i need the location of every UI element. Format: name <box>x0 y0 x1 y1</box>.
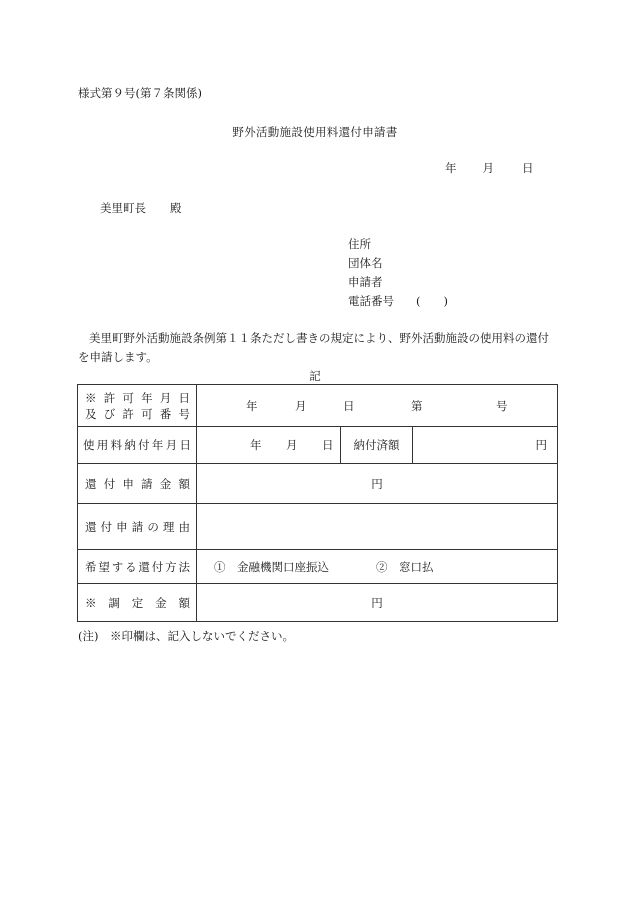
table-row-refund-method <box>78 550 558 584</box>
permission-label-line1: ※許可年月日 <box>85 390 190 405</box>
footnote: (注) ※印欄は、記入しないでください。 <box>78 629 294 643</box>
refund-amount-yen: 円 <box>371 476 383 491</box>
refund-method-label: 希望する還付方法 <box>78 550 197 584</box>
phone-line <box>348 292 448 311</box>
applicant-label: 申請者 <box>348 275 383 289</box>
date-month: 月 <box>482 161 494 175</box>
addressee <box>100 200 182 216</box>
table-row-assessed-amount <box>78 584 558 622</box>
refund-method-value-cell <box>197 550 558 584</box>
refund-amount-value-cell[interactable] <box>197 464 558 504</box>
table-row-permission <box>78 385 558 427</box>
permission-month: 月 <box>295 398 307 413</box>
refund-option-bank-transfer[interactable]: ① 金融機関口座振込 <box>214 559 329 574</box>
date-line <box>445 160 534 176</box>
addressee-name: 美里町長 <box>100 201 146 215</box>
group-name-label: 団体名 <box>348 256 383 270</box>
date-day: 日 <box>522 161 534 175</box>
payment-year: 年 <box>250 438 262 452</box>
phone-parens: ( ) <box>416 294 448 308</box>
permission-label-line2: 及び許可番号 <box>85 406 190 421</box>
permission-dai: 第 <box>411 398 423 413</box>
refund-reason-value-cell[interactable] <box>197 504 558 550</box>
refund-amount-label: 還付申請金額 <box>78 464 197 504</box>
paid-amount-label: 納付済額 <box>341 427 413 464</box>
payment-day: 日 <box>322 438 334 452</box>
assessed-amount-yen: 円 <box>371 595 383 610</box>
address-label: 住所 <box>348 237 371 251</box>
permission-year: 年 <box>246 398 258 413</box>
assessed-amount-value-cell <box>197 584 558 622</box>
ki-heading: 記 <box>309 369 321 383</box>
payment-month: 月 <box>286 438 298 452</box>
date-year: 年 <box>445 161 457 175</box>
refund-option-counter[interactable]: ② 窓口払 <box>376 559 434 574</box>
document-title: 野外活動施設使用料還付申請書 <box>232 125 398 139</box>
paid-amount-yen: 円 <box>535 438 548 452</box>
refund-reason-label: 還付申請の理由 <box>78 504 197 550</box>
application-table <box>77 384 558 622</box>
phone-label: 電話番号 <box>348 294 394 308</box>
permission-day: 日 <box>343 398 355 413</box>
payment-date-value-cell[interactable] <box>197 427 341 464</box>
table-row-refund-amount <box>78 464 558 504</box>
applicant-block <box>348 235 448 311</box>
permission-value-cell[interactable] <box>197 385 558 427</box>
table-row-payment-date <box>78 427 558 464</box>
assessed-amount-label: ※調定金額 <box>78 584 197 622</box>
application-statement: 美里町野外活動施設条例第１１条ただし書きの規定により、野外活動施設の使用料の還付を申請します。 <box>78 331 549 364</box>
payment-date-label: 使用料納付年月日 <box>78 427 197 464</box>
permission-label <box>78 385 197 427</box>
table-row-refund-reason <box>78 504 558 550</box>
form-number: 様式第９号(第７条関係) <box>78 86 202 100</box>
addressee-honorific: 殿 <box>170 201 182 215</box>
paid-amount-value-cell[interactable] <box>413 427 558 464</box>
permission-go: 号 <box>496 398 508 413</box>
